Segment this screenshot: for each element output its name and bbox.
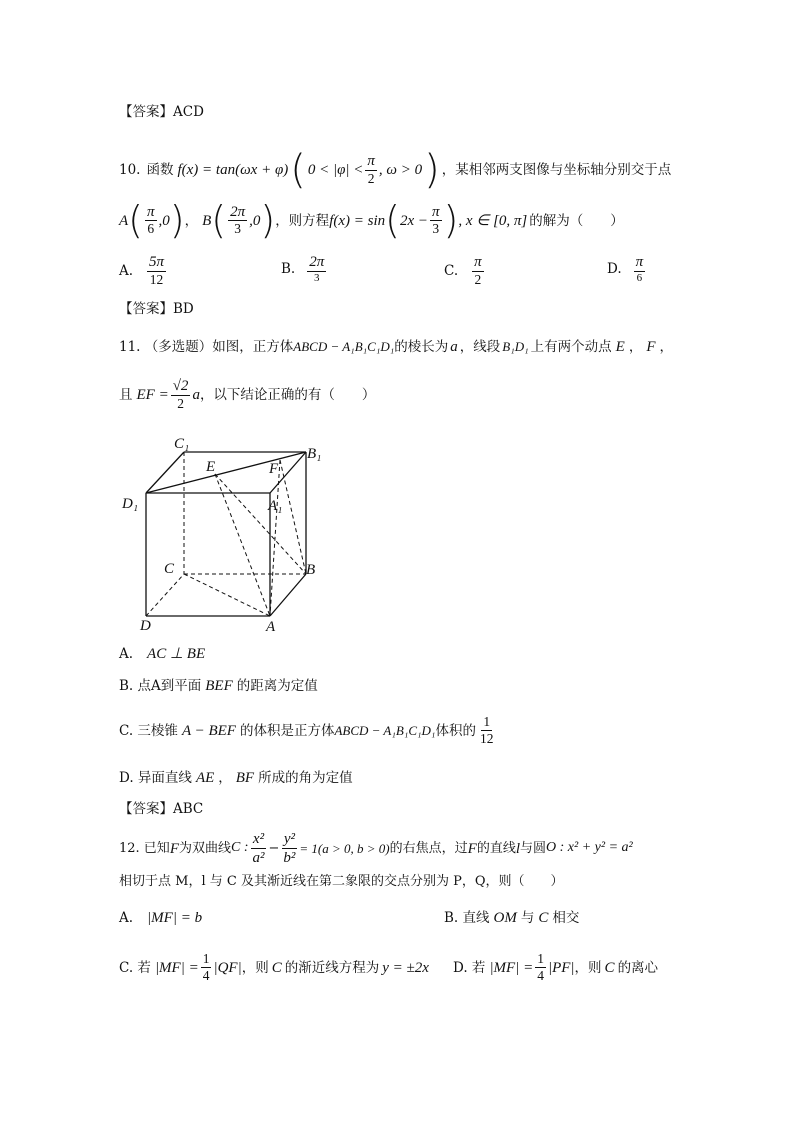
q12-l: l <box>515 840 521 857</box>
q12-option-c[interactable] <box>119 952 429 984</box>
option-label: C. 若 <box>119 959 151 976</box>
diagonal-c-a <box>184 574 270 616</box>
q11-option-b[interactable] <box>119 677 318 695</box>
q12-text-3: 的右焦点，过 <box>389 840 468 856</box>
option-text: 的体积是正方体 <box>239 722 335 739</box>
option-den: 4 <box>537 967 544 983</box>
option-math-3: C <box>604 960 615 977</box>
q10-point-a-num: π <box>147 203 155 220</box>
label-c1: C₁ <box>174 436 190 452</box>
q10-number: 10. <box>119 161 141 178</box>
q10-option-a[interactable] <box>119 254 168 288</box>
q12-option-d[interactable] <box>453 952 658 984</box>
q10-eq: f(x) = sin <box>329 212 386 229</box>
q10-point-b: B <box>202 212 212 229</box>
q12-f: F <box>169 840 179 857</box>
q10-func: f(x) = tan(ωx + φ) <box>177 162 289 178</box>
q11-seg: B₁D₁ <box>502 339 529 354</box>
edge-d1-c1 <box>146 452 184 493</box>
option-label: A. <box>119 646 134 662</box>
q10-option-c[interactable] <box>444 254 486 288</box>
cube-figure <box>120 428 330 638</box>
segment-e-b <box>215 474 306 574</box>
q10-stem-a: 函数 <box>146 161 174 178</box>
option-text: ，则 <box>574 959 602 976</box>
option-den: 2 <box>474 271 482 287</box>
q12-circle: O : x² + y² = a² <box>546 840 633 856</box>
option-num: 1 <box>483 714 491 729</box>
answer-q9: 【答案】ACD <box>119 104 204 120</box>
option-math: AE <box>195 770 215 786</box>
q10-pi: π <box>367 153 375 170</box>
q11-text-1: 11. （多选题）如图，正方体 <box>119 339 294 355</box>
q11-f: F <box>646 339 656 355</box>
q10-stem-c: ，则方程 <box>275 212 330 229</box>
label-d: D <box>140 618 151 634</box>
option-text: AC ⊥ BE <box>147 646 206 662</box>
q12-option-b[interactable] <box>444 909 579 927</box>
option-num: π <box>635 254 644 270</box>
option-den: 4 <box>202 967 210 983</box>
answer-q11: 【答案】ABC <box>119 801 204 817</box>
q10-point-a: A <box>119 212 129 229</box>
segment-e-a <box>215 474 270 616</box>
option-num: 1 <box>202 951 210 966</box>
q10-line2: A ( $\frac{\pi}{6}$ ,0 ) ， B ( $\frac{2\pi}{3}$ ,0 ) ，则方程 f(x) = sin ( 2x − $\frac{\pi}{3}$ ) , x ∈ [0, π] 的解为（ ） <box>119 198 624 242</box>
option-label: B. 直线 <box>444 910 490 926</box>
edge-a-b <box>270 574 306 616</box>
option-num: 5π <box>149 254 165 270</box>
segment-f-b <box>280 460 306 574</box>
option-math-2: ABCD − A₁B₁C₁D₁ <box>334 723 436 739</box>
option-math-2: BF <box>235 770 255 786</box>
q10-eq-den: 3 <box>432 221 440 237</box>
q11-ef: EF = <box>136 386 169 403</box>
q10-eq-in: 2x − <box>399 212 428 229</box>
q10-stem-d: 的解为（ ） <box>529 212 624 229</box>
q11-text-2: 的棱长为 <box>394 339 449 355</box>
q11-text-5: 且 <box>119 386 133 403</box>
q11-text-4: 上有两个动点 <box>530 339 612 355</box>
option-text: ， <box>218 770 232 786</box>
option-label: D. 异面直线 <box>119 770 192 786</box>
q10-eq-domain: , x ∈ [0, π] <box>458 212 528 229</box>
q11-cube: ABCD − A₁B₁C₁D₁ <box>293 339 395 354</box>
q10-point-a-zero: ,0 <box>158 212 170 229</box>
q11-den2: 2 <box>177 395 184 411</box>
option-math: A − BEF <box>181 723 236 740</box>
option-math-2: |QF| <box>213 960 242 977</box>
q10-point-b-num: 2π <box>230 203 246 220</box>
option-den: 6 <box>636 271 643 284</box>
q11-text-6: ，以下结论正确的有（ ） <box>199 386 376 403</box>
option-label: A. <box>119 910 134 926</box>
option-num: π <box>474 254 482 270</box>
segment-f-a <box>270 460 280 616</box>
q10-eq-pi: π <box>432 203 440 220</box>
q11-option-a[interactable] <box>119 645 205 663</box>
option-label: C. <box>444 262 459 279</box>
label-b1: B₁ <box>307 446 322 462</box>
q10-option-d[interactable] <box>607 254 647 285</box>
label-e: E <box>206 459 216 475</box>
q12-c: C : <box>231 840 249 856</box>
q12-a2: a² <box>252 849 265 866</box>
option-math-2: C <box>538 910 549 926</box>
label-a1: A₁ <box>268 498 283 514</box>
option-label: B. <box>281 261 296 278</box>
q11-line1: 11. （多选题）如图，正方体 ABCD − A₁B₁C₁D₁ 的棱长为 a ，线段 B₁D₁ 上有两个动点 E ， F ， <box>119 339 673 355</box>
q11-a2: a <box>192 386 200 403</box>
q10-sep: ， <box>184 212 199 229</box>
q10-option-b[interactable] <box>281 254 328 285</box>
q12-y2: y² <box>283 831 295 847</box>
q12-x2: x² <box>252 831 265 847</box>
diagonal-d1-b1 <box>146 452 306 493</box>
q11-option-c[interactable] <box>119 715 497 747</box>
q10-cond-a: 0 < |φ| < <box>307 162 364 178</box>
q10-line1: 10. 函数 f(x) = tan(ωx + φ) ( 0 < |φ| < $\frac{\pi}{2}$ , ω > 0 ) ，某相邻两支图像与坐标轴分别交于点 <box>119 147 672 193</box>
option-text-2: 体积的 <box>435 722 476 739</box>
q10-point-b-zero: ,0 <box>249 212 261 229</box>
option-den: 12 <box>479 730 494 746</box>
q10-two: 2 <box>367 170 375 186</box>
answer-q10: 【答案】BD <box>119 301 194 317</box>
option-math: BEF <box>205 678 233 694</box>
option-text: 的距离为定值 <box>236 678 318 694</box>
option-math-4: y = ±2x <box>382 960 429 977</box>
option-math: |MF| = b <box>147 910 203 926</box>
option-label: C. 三棱锥 <box>119 722 178 739</box>
q11-text-3: ，线段 <box>459 339 501 355</box>
option-math-3: C <box>271 960 282 977</box>
q10-point-a-den: 6 <box>147 221 155 237</box>
q12-option-a[interactable] <box>119 909 202 927</box>
q11-sqrt2: √2 <box>172 378 189 394</box>
option-den: 3 <box>313 271 320 284</box>
option-label: A. <box>119 262 134 279</box>
option-num: 2π <box>309 254 325 270</box>
option-math: |MF| = <box>489 960 534 977</box>
option-text: ，则 <box>241 959 269 976</box>
q12-text-2: 为双曲线 <box>178 840 231 856</box>
option-label: D. <box>607 261 622 278</box>
q12-line2: 相切于点 M，l 与 C 及其渐近线在第二象限的交点分别为 P，Q，则（ ） <box>119 874 564 889</box>
q11-a: a <box>450 339 458 355</box>
option-label: D. 若 <box>453 959 486 976</box>
label-c: C <box>164 561 175 577</box>
option-text-2: 的渐近线方程为 <box>284 959 380 976</box>
q12-text-5: 与圆 <box>520 840 547 856</box>
option-math-2: |PF| <box>547 960 575 977</box>
option-text-2: 的离心 <box>617 959 659 976</box>
option-text-2: 相交 <box>552 910 580 926</box>
option-math: |MF| = <box>154 960 199 977</box>
q11-option-d[interactable] <box>119 769 353 787</box>
option-label: B. 点A到平面 <box>119 678 202 694</box>
option-text-2: 所成的角为定值 <box>258 770 353 786</box>
q10-cond-b: , ω > 0 <box>378 162 423 178</box>
edge-d-c <box>146 574 184 616</box>
q10-point-b-den: 3 <box>234 221 241 237</box>
q11-line2 <box>119 378 375 412</box>
label-b: B <box>306 562 316 578</box>
label-d1: D₁ <box>122 496 139 512</box>
option-math: OM <box>493 910 517 926</box>
label-a: A <box>266 619 276 635</box>
q12-f2: F <box>467 840 477 857</box>
q11-e: E <box>615 339 625 355</box>
q10-stem-b: ，某相邻两支图像与坐标轴分别交于点 <box>441 161 672 178</box>
q12-hyp-tail: = 1(a > 0, b > 0) <box>299 840 390 856</box>
option-text: 与 <box>520 910 535 926</box>
option-num: 1 <box>537 951 544 966</box>
q12-text-1: 12. 已知 <box>119 840 170 856</box>
q12-b2: b² <box>283 849 296 866</box>
q12-line1: 12. 已知 F 为双曲线 C : $\frac{\text{x²}}{\text{a²}}$ − $\frac{\text{y²}}{\text{b²}}$ = 1(a > 0, b > 0) 的右焦点，过 F 的直线 l 与圆 O : x² + y² = a² <box>119 831 633 866</box>
option-den: 12 <box>149 271 164 287</box>
label-f: F <box>269 461 279 477</box>
q12-text-4: 的直线 <box>476 840 516 856</box>
